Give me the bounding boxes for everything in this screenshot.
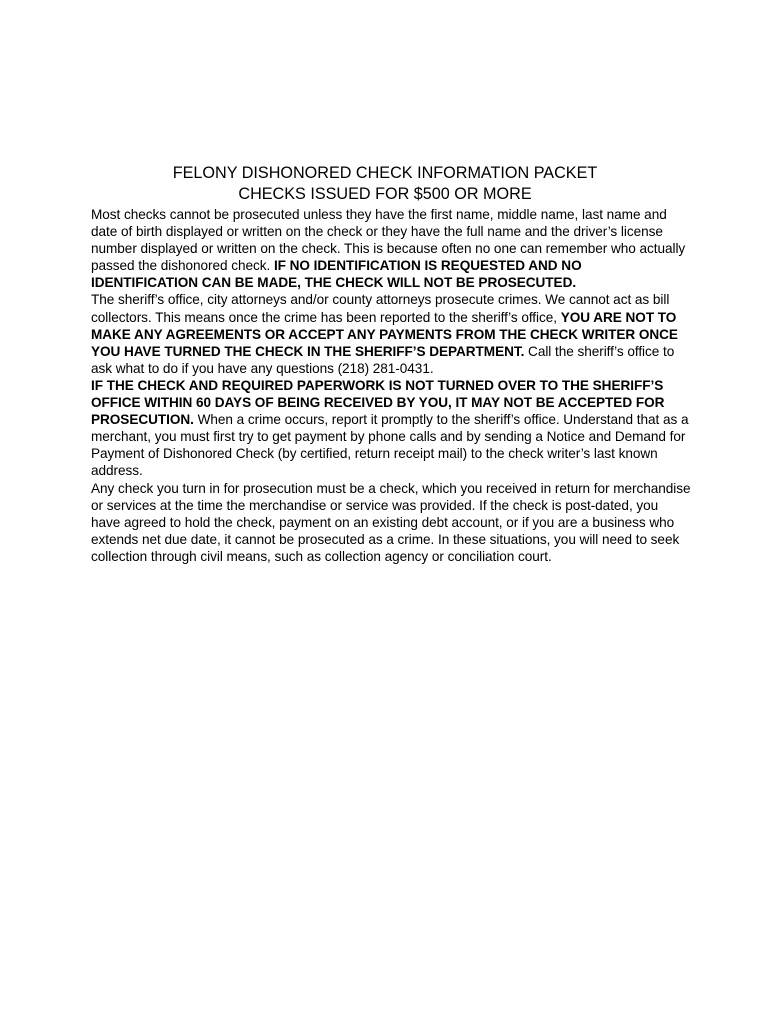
document-title (0, 163, 770, 205)
paragraph-prosecution (91, 291, 691, 376)
paragraph-bold-text: IF THE CHECK AND REQUIRED PAPERWORK IS NOT TURNED OVER TO THE SHERIFF’S OFFICE WITHIN 60 DAYS OF BEING RECEIVED BY YOU, IT MAY NOT BE ACCEPTED FOR PROSECUTION. (91, 377, 665, 428)
document-body (91, 206, 691, 565)
paragraph-text: The sheriff’s office, city attorneys and/or county attorneys prosecute crimes. We cannot act as bill collectors. This means once the crime has been reported to the sheriff’s office, (91, 292, 670, 325)
paragraph-text: Any check you turn in for prosecution must be a check, which you received in return for merchandise or services at the time the merchandise or service was provided. If the check is post-dated, you have agreed to hold the check, payment on an existing debt account, or if you are a business who extends net due date, it cannot be prosecuted as a crime. In these situations, you will need to seek collection through civil means, such as collection agency or conciliation court. (91, 480, 691, 564)
paragraph-bold-text: IF NO IDENTIFICATION IS REQUESTED AND NO IDENTIFICATION CAN BE MADE, THE CHECK WILL NOT BE PROSECUTED. (91, 258, 582, 291)
paragraph-deadline (91, 377, 691, 480)
title-line-1: FELONY DISHONORED CHECK INFORMATION PACKET (172, 164, 598, 182)
title-line-2: CHECKS ISSUED FOR $500 OR MORE (238, 185, 532, 203)
paragraph-bold-text: YOU ARE NOT TO MAKE ANY AGREEMENTS OR ACCEPT ANY PAYMENTS FROM THE CHECK WRITER ONCE YOU HAVE TURNED THE CHECK IN THE SHERIFF’S DEPARTMENT. (91, 309, 678, 359)
paragraph-text: Most checks cannot be prosecuted unless they have the first name, middle name, last name and date of birth displayed or written on the check or they have the full name and the driver’s license number displayed or written on the check. This is because often no one can remember who actually passed the dishonored check. (91, 207, 686, 274)
paragraph-text: Call the sheriff’s office to ask what to do if you have any questions (218) 281-0431. (91, 343, 675, 376)
paragraph-text: When a crime occurs, report it promptly to the sheriff’s office. Understand that as a merchant, you must first try to get payment by phone calls and by sending a Notice and Demand for Payment of Dishonored Check (by certified, return receipt mail) to the check writer’s last known address. (91, 412, 689, 479)
paragraph-eligibility (91, 480, 691, 565)
paragraph-identification (91, 206, 691, 291)
